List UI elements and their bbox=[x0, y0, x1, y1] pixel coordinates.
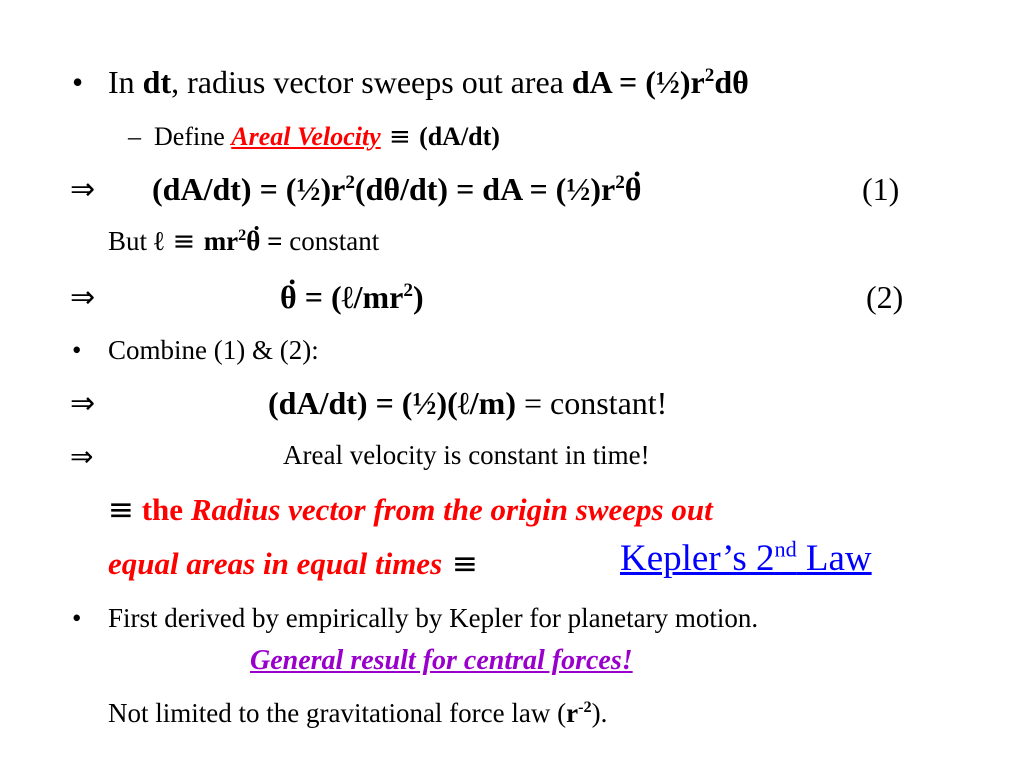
implies-arrow-7: ⇒ bbox=[70, 386, 96, 421]
line-13-r: r bbox=[566, 698, 579, 728]
line-9-radius-vector: Radius vector from the origin sweeps out bbox=[183, 492, 713, 527]
kepler-law: Law bbox=[796, 538, 872, 579]
kepler-sup: nd bbox=[774, 536, 797, 562]
bullet-6: • bbox=[72, 335, 82, 365]
bullet-1: • bbox=[72, 64, 84, 100]
eq-1-part-a: (dA/dt) = (½)r bbox=[152, 171, 346, 207]
line-7-part-a: (dA/dt) = (½)( bbox=[268, 385, 458, 421]
line-10-equiv: ≡ bbox=[442, 546, 478, 582]
line-7-part-b: /m) bbox=[469, 385, 516, 421]
eq-1-sup-a: 2 bbox=[345, 172, 355, 194]
eq-1-theta-dot: θ • bbox=[625, 173, 642, 205]
line-10-equal-areas: equal areas in equal times bbox=[108, 546, 443, 581]
areal-velocity-term: Areal Velocity bbox=[231, 122, 381, 151]
line-4-theta-dot: θ • bbox=[246, 228, 260, 255]
line-2-equiv: ≡ bbox=[380, 122, 420, 152]
line-9 bbox=[108, 494, 713, 526]
implies-arrow-8: ⇒ bbox=[70, 440, 94, 473]
eq-2-part-a: = ( bbox=[296, 279, 342, 315]
implies-arrow-3: ⇒ bbox=[70, 172, 96, 207]
eq-2-close: ) bbox=[412, 279, 424, 315]
line-13-sup: -2 bbox=[578, 697, 592, 716]
equation-1 bbox=[152, 173, 641, 205]
line-4-ell: ℓ bbox=[153, 226, 164, 256]
equation-number-1: (1) bbox=[862, 171, 900, 207]
line-4-constant: constant bbox=[282, 226, 380, 256]
line-10 bbox=[108, 548, 478, 580]
line-11: First derived by empirically by Kepler for planetary motion. bbox=[108, 603, 759, 633]
line-7 bbox=[268, 387, 667, 419]
eq-1-part-b: (dθ/dt) = dA = (½)r bbox=[354, 171, 616, 207]
line-4-mr: mr bbox=[203, 226, 239, 256]
line-13 bbox=[108, 697, 608, 728]
equation-number-2: (2) bbox=[866, 279, 904, 315]
line-4-but: But bbox=[108, 226, 154, 256]
line-13-text: Not limited to the gravitational force law ( bbox=[108, 698, 567, 728]
line-1-text-a: In bbox=[108, 64, 143, 100]
line-1 bbox=[108, 66, 749, 98]
eq-2-sup: 2 bbox=[403, 280, 413, 302]
line-1-formula: dA = (½)r bbox=[571, 64, 705, 100]
line-4-sup: 2 bbox=[238, 225, 247, 244]
line-1-dt: dt bbox=[142, 64, 172, 100]
equation-2 bbox=[280, 281, 424, 313]
line-4-equiv: ≡ bbox=[163, 226, 204, 257]
dash-2: – bbox=[128, 122, 141, 151]
line-13-end: ). bbox=[591, 698, 608, 728]
line-1-sup: 2 bbox=[704, 65, 715, 87]
line-7-constant: = constant! bbox=[515, 385, 668, 421]
line-9-the: the bbox=[133, 492, 184, 527]
line-8: Areal velocity is constant in time! bbox=[283, 440, 650, 470]
line-1-text-b: , radius vector sweeps out area bbox=[171, 64, 572, 100]
line-1-dtheta: dθ bbox=[714, 64, 749, 100]
line-2-define: Define bbox=[154, 122, 232, 151]
eq-2-ell: ℓ bbox=[341, 279, 354, 315]
eq-2-theta-dot: θ • bbox=[280, 281, 297, 313]
bullet-11: • bbox=[72, 603, 82, 633]
line-2-formula: (dA/dt) bbox=[419, 122, 500, 151]
implies-arrow-5: ⇒ bbox=[70, 280, 96, 315]
keplers-second-law-heading bbox=[620, 536, 872, 579]
line-7-ell: ℓ bbox=[457, 385, 470, 421]
eq-2-part-b: /mr bbox=[353, 279, 404, 315]
general-result-central-forces: General result for central forces! bbox=[250, 645, 633, 676]
line-9-equiv: ≡ bbox=[108, 492, 134, 528]
line-6: Combine (1) & (2): bbox=[108, 335, 319, 365]
kepler-text: Kepler’s 2 bbox=[620, 538, 775, 579]
eq-1-sup-b: 2 bbox=[615, 172, 625, 194]
line-4-equals: = bbox=[260, 226, 283, 256]
line-2 bbox=[154, 124, 500, 150]
line-4 bbox=[108, 225, 380, 257]
